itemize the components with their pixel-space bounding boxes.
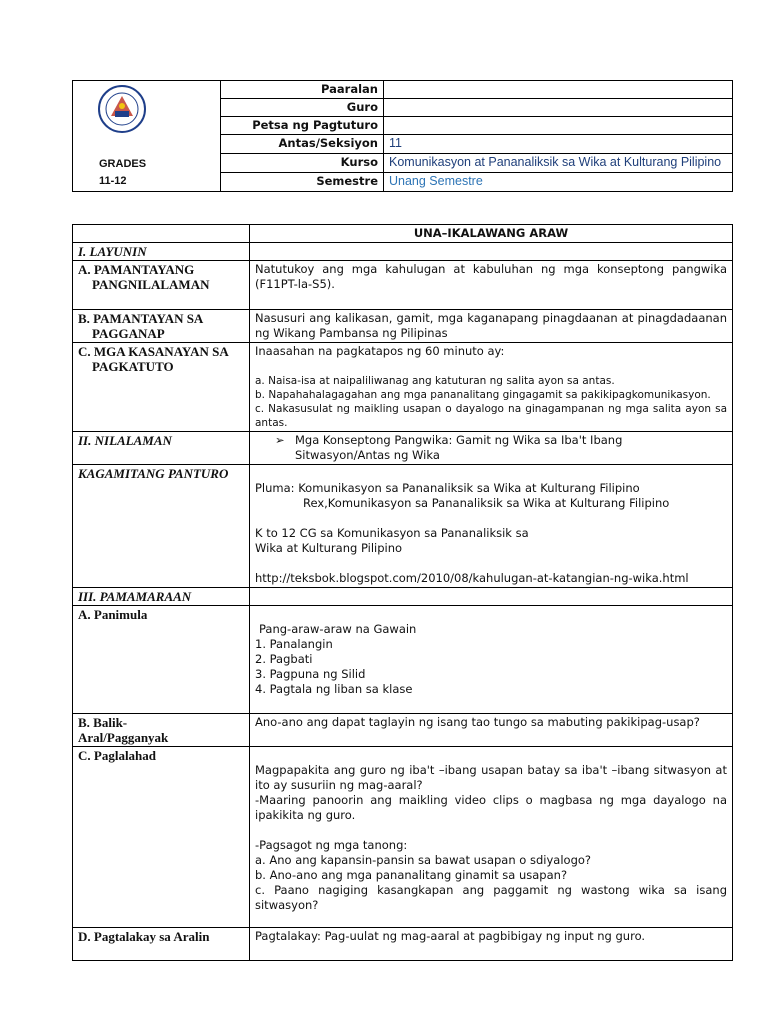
lesson-plan-table	[72, 224, 733, 961]
text-kasanayan	[250, 343, 733, 432]
kasanayan-item: b. Napahahalagagahan ang mga pananalitang gingagamit sa pakikipagkomunikasyon.	[255, 389, 711, 401]
nilalaman-text: Sitwasyon/Antas ng Wika	[295, 448, 440, 462]
row-kagamitan	[73, 465, 733, 588]
section-row	[73, 588, 733, 606]
row-pamantayang-pangnilalaman	[73, 261, 733, 310]
field-value: Unang Semestre	[384, 173, 733, 192]
label-pamantayang-pangnilalaman	[73, 261, 250, 310]
row-paglalahad	[73, 747, 733, 928]
kagamitan-item: Rex,Komunikasyon sa Pananaliksik sa Wika at Kulturang Filipino	[303, 496, 670, 510]
arrow-bullet-icon: ➢	[275, 433, 285, 447]
deped-seal-icon	[97, 84, 147, 134]
row-balik-aral	[73, 714, 733, 747]
text-pamantayang-pangnilalaman: Natutukoy ang mga kahulugan at kabuluhan ng mga konseptong pangwika (F11PT-la-S5).	[250, 261, 733, 310]
kasanayan-item: a. Naisa-isa at naipaliliwanag ang katuturan ng salita ayon sa antas.	[255, 375, 615, 387]
text-kagamitan	[250, 465, 733, 588]
field-label: Antas/Seksiyon	[221, 135, 384, 154]
field-label: Semestre	[221, 173, 384, 192]
grades-line: GRADES	[99, 158, 147, 170]
field-label: Petsa ng Pagtuturo	[221, 117, 384, 135]
day-title: UNA–IKALAWANG ARAW	[250, 225, 733, 243]
panimula-item: 2. Pagbati	[255, 652, 313, 666]
title-blank-cell	[73, 225, 250, 243]
grades-range: 11-12	[99, 175, 127, 187]
nilalaman-text: Mga Konseptong Pangwika: Gamit ng Wika sa Iba't Ibang	[295, 433, 623, 447]
text-balik-aral: Ano-ano ang dapat taglayin ng isang tao tungo sa mabuting pakikipag-usap?	[250, 714, 733, 747]
kagamitan-link[interactable]: http://teksbok.blogspot.com/2010/08/kahulugan-at-katangian-ng-wika.html	[255, 571, 689, 585]
label-line: Aral/Pagganyak	[78, 730, 169, 745]
kagamitan-item: Wika at Kulturang Pilipino	[255, 541, 403, 555]
section-layunin: I. LAYUNIN	[73, 243, 250, 261]
row-panimula	[73, 606, 733, 714]
section-kagamitan: KAGAMITANG PANTURO	[73, 465, 250, 588]
label-line: A. PAMANTAYANG	[78, 262, 195, 277]
paglalahad-item: c. Paano nagiging kasangkapan ang paggamit ng wastong wika sa isang sitwasyon?	[255, 883, 727, 912]
paglalahad-item: Magpapakita ang guro ng iba't –ibang usapan batay sa iba't –ibang sitwasyon at ito ay susuriin ng mag-aaral?	[255, 763, 727, 792]
paglalahad-item: a. Ano ang kapansin-pansin sa bawat usapan o sdiyalogo?	[255, 853, 592, 867]
label-line: B. Balik-	[78, 715, 128, 730]
field-label: Paaralan	[221, 81, 384, 99]
row-nilalaman	[73, 432, 733, 465]
label-panimula: A. Panimula	[73, 606, 250, 714]
panimula-item: 1. Panalangin	[255, 637, 333, 651]
field-value	[384, 81, 733, 99]
field-value: 11	[384, 135, 733, 154]
header-table	[72, 80, 733, 192]
paglalahad-item: -Maaring panoorin ang maikling video clips o magbasa ng mga dayalogo na ipakikita ng guro.	[255, 793, 727, 822]
field-label: Kurso	[221, 154, 384, 173]
label-line: PAGKATUTO	[92, 359, 174, 374]
logo-cell	[73, 81, 221, 192]
label-line: C. MGA KASANAYAN SA	[78, 344, 229, 359]
paglalahad-item: -Pagsagot ng mga tanong:	[255, 838, 408, 852]
panimula-title: Pang-araw-araw na Gawain	[259, 622, 417, 636]
label-kasanayan	[73, 343, 250, 432]
section-pamamaraan: III. PAMAMARAAN	[73, 588, 250, 606]
kagamitan-item: Pluma: Komunikasyon sa Pananaliksik sa Wika at Kulturang Filipino	[255, 481, 640, 495]
panimula-item: 4. Pagtala ng liban sa klase	[255, 682, 413, 696]
text-panimula	[250, 606, 733, 714]
paglalahad-item: b. Ano-ano ang mga pananalitang ginamit sa usapan?	[255, 868, 568, 882]
text-nilalaman	[250, 432, 733, 465]
label-line: PAGGANAP	[92, 326, 165, 341]
section-blank	[250, 588, 733, 606]
label-line: PANGNILALAMAN	[92, 277, 210, 292]
kagamitan-item: K to 12 CG sa Komunikasyon sa Pananaliksik sa	[255, 526, 529, 540]
field-value	[384, 99, 733, 117]
panimula-item: 3. Pagpuna ng Silid	[255, 667, 366, 681]
grades-label	[93, 156, 215, 190]
label-pamantayan-pagganap	[73, 310, 250, 343]
section-row	[73, 243, 733, 261]
label-paglalahad: C. Paglalahad	[73, 747, 250, 928]
field-value: Komunikasyon at Pananaliksik sa Wika at Kulturang Pilipino	[384, 154, 733, 173]
text-pagtalakay: Pagtalakay: Pag-uulat ng mag-aaral at pagbibigay ng input ng guro.	[250, 928, 733, 961]
text-pamantayan-pagganap: Nasusuri ang kalikasan, gamit, mga kaganapang pinagdaanan at pinagdadaanan ng Wikang Pambansa ng Pilipinas	[250, 310, 733, 343]
label-balik-aral	[73, 714, 250, 747]
title-row	[73, 225, 733, 243]
label-pagtalakay: D. Pagtalakay sa Aralin	[73, 928, 250, 961]
field-value	[384, 117, 733, 135]
row-kasanayan	[73, 343, 733, 432]
field-label: Guro	[221, 99, 384, 117]
label-line: B. PAMANTAYAN SA	[78, 311, 204, 326]
header-row	[73, 81, 733, 99]
section-nilalaman: II. NILALAMAN	[73, 432, 250, 465]
kasanayan-intro: Inaasahan na pagkatapos ng 60 minuto ay:	[255, 344, 505, 358]
row-pamantayan-pagganap	[73, 310, 733, 343]
section-blank	[250, 243, 733, 261]
nilalaman-bullet-line	[255, 433, 727, 448]
text-paglalahad	[250, 747, 733, 928]
row-pagtalakay	[73, 928, 733, 961]
kasanayan-item: c. Nakasusulat ng maikling usapan o dayalogo na ginagampanan ng mga salita ayon sa antas.	[255, 403, 727, 429]
